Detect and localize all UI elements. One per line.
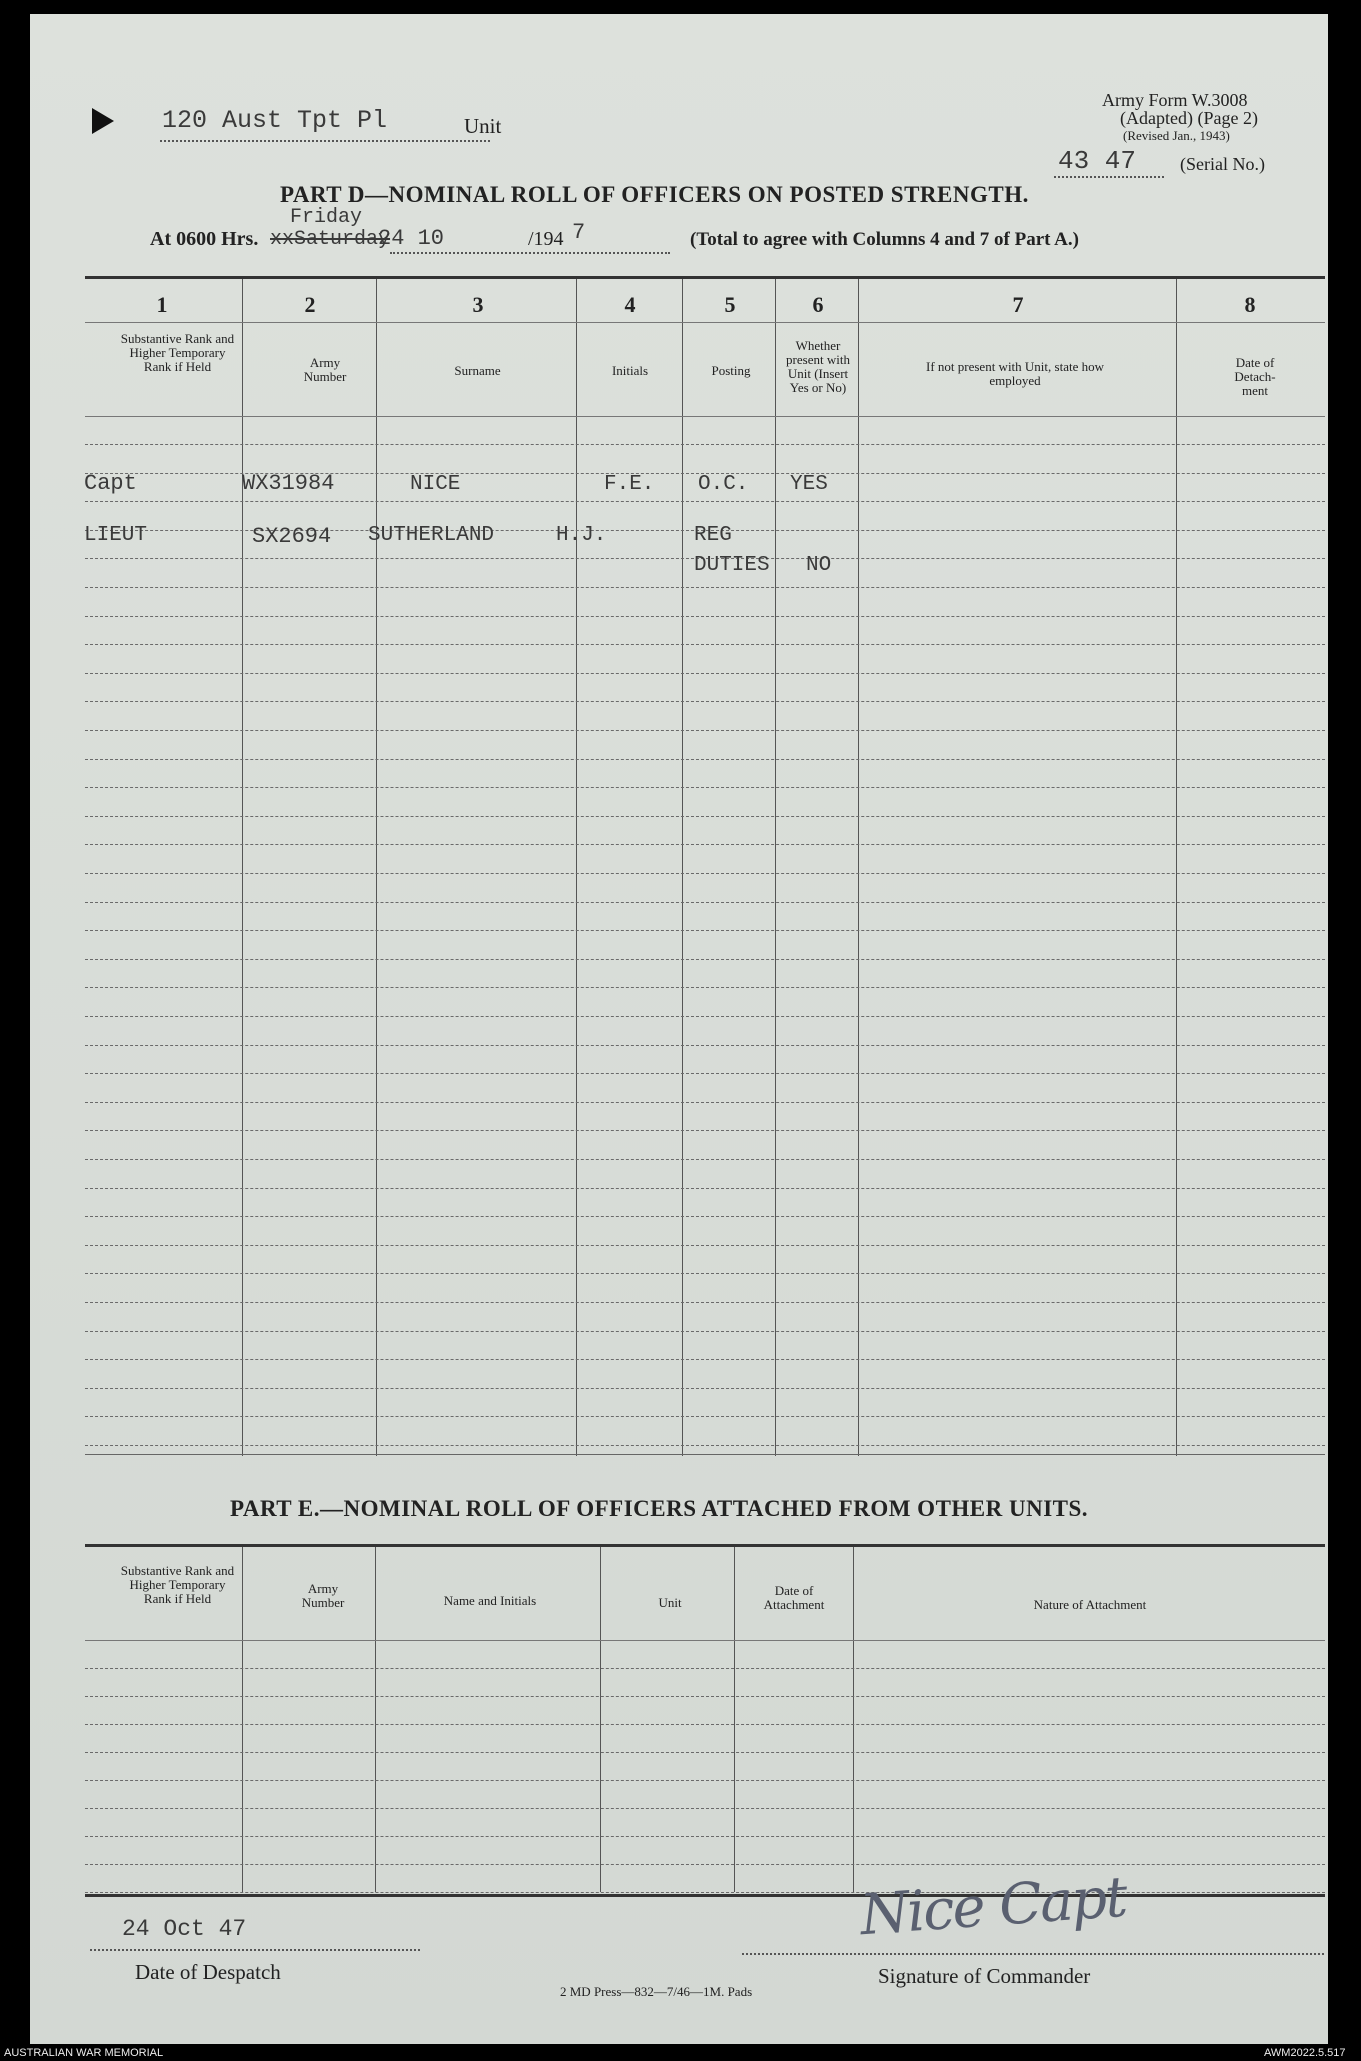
col-header-army-number: Army Number [303,355,347,384]
part-d-header-rule [85,416,1325,417]
ruled-line [85,1724,1325,1725]
form-number: Army Form W.3008 [1102,90,1248,110]
unit-label: Unit [464,114,502,138]
ruled-line [85,587,1325,588]
ruled-line [85,1045,1325,1046]
col-header-detachment: Date of Detach- ment [1234,355,1276,398]
part-d-bottom-rule [85,1454,1325,1455]
part-e-header-attachment-date: Date of Attachment [763,1583,825,1612]
ruled-line [85,1808,1325,1809]
ruled-line [85,987,1325,988]
ruled-line [85,873,1325,874]
ruled-line [85,1864,1325,1865]
ruled-line [85,902,1325,903]
col-header-present: Whether present with Unit (Insert Yes or No) [786,338,850,395]
part-e-col-divider [734,1547,735,1892]
col-header-rank: Substantive Rank and Higher Temporary Rank if Held [120,331,235,374]
press-line: 2 MD Press—832—7/46—1M. Pads [560,1984,753,1999]
col-number: 3 [472,292,484,317]
ruled-line [85,1752,1325,1753]
part-e-header-rule [85,1640,1325,1641]
ruled-line [85,1245,1325,1246]
ruled-line [85,1273,1325,1274]
date-typed: 24 10 [378,226,445,251]
part-e-col-divider [375,1547,376,1892]
commander-signature: Nice Capt [858,1864,1128,1949]
year-prefix: /194 [528,228,564,250]
col-number: 6 [812,292,824,317]
form-adapted: (Adapted) (Page 2) [1120,108,1258,128]
ruled-line [85,1188,1325,1189]
part-d-col-divider [858,279,859,1456]
ruled-line [85,1780,1325,1781]
ruled-line [85,1359,1325,1360]
ruled-line [85,701,1325,702]
row-posting: O.C. [698,473,749,496]
part-e-bottom-rule [85,1894,1325,1897]
serial-dotted-line [1054,176,1164,178]
signature-label: Signature of Commander [878,1964,1091,1988]
form-revised: (Revised Jan., 1943) [1123,128,1230,143]
ruled-line [85,1668,1325,1669]
serial-value: 43 47 [1058,146,1137,176]
ruled-line [85,930,1325,931]
ruled-line [85,816,1325,817]
total-note: (Total to agree with Columns 4 and 7 of Part A.) [690,229,1079,250]
ruled-line [85,444,1325,445]
part-e-top-rule [85,1544,1325,1547]
part-d-top-rule [85,276,1325,279]
ruled-line [85,1102,1325,1103]
part-d-col-divider [576,279,577,1456]
signature-dotted-line [742,1953,1324,1955]
part-e-col-divider [853,1547,854,1892]
unit-dotted-line [160,140,490,142]
ruled-line [85,1302,1325,1303]
day-typed-over: Friday [290,206,363,229]
ruled-line [85,644,1325,645]
ruled-line [85,1073,1325,1074]
part-d-col-divider [682,279,683,1456]
row-initials: H.J. [556,524,607,547]
part-d-col-divider [775,279,776,1456]
date-dotted-line [390,252,670,254]
col-number: 5 [724,292,736,317]
day-struck: xxSaturday [270,228,391,251]
ruled-line [85,1130,1325,1131]
unit-value: 120 Aust Tpt Pl [162,106,388,135]
part-e-header-rank: Substantive Rank and Higher Temporary Rank if Held [120,1563,235,1606]
part-d-title: PART D—NOMINAL ROLL OF OFFICERS ON POSTED STRENGTH. [280,182,1029,207]
ruled-line [85,759,1325,760]
ruled-line [85,730,1325,731]
part-e-header-nature: Nature of Attachment [1033,1597,1147,1612]
ruled-line [85,673,1325,674]
ruled-line [85,501,1325,502]
row-present: NO [806,554,832,577]
ruled-line [85,1331,1325,1332]
ruled-line [85,1836,1325,1837]
ruled-line [85,1696,1325,1697]
ruled-line [85,787,1325,788]
form-page [30,14,1328,2044]
part-e-header-unit: Unit [658,1595,682,1610]
archive-credit: AUSTRALIAN WAR MEMORIAL [4,2047,164,2059]
ruled-line [85,1016,1325,1017]
year-suffix: 7 [572,220,586,245]
ruled-line [85,1159,1325,1160]
col-number: 8 [1244,292,1256,317]
despatch-label: Date of Despatch [135,1960,281,1984]
arrow-mark-icon [92,108,114,134]
col-header-not-present: If not present with Unit, state how employed [926,359,1104,388]
archive-id: AWM2022.5.517 [1264,2047,1346,2059]
part-e-header-name: Name and Initials [443,1593,537,1608]
row-rank: LIEUT [84,524,148,547]
col-number: 1 [156,292,168,317]
row-rank: Capt [84,471,137,496]
col-number: 2 [304,292,316,317]
part-d-number-rule [85,322,1325,323]
part-e-col-divider [600,1547,601,1892]
row-initials: F.E. [604,473,655,496]
ruled-line [85,1216,1325,1217]
row-surname: NICE [410,473,461,496]
part-e-col-divider [242,1547,243,1892]
ruled-line [85,1892,1325,1893]
ruled-line [85,1445,1325,1446]
part-d-col-divider [242,279,243,1456]
row-surname: SUTHERLAND [368,524,495,547]
col-header-initials: Initials [611,363,649,378]
part-e-header-army-number: Army Number [301,1581,345,1610]
serial-label: (Serial No.) [1180,154,1265,174]
despatch-date-value: 24 Oct 47 [122,1916,247,1942]
row-posting: REG [694,524,732,547]
ruled-line [85,844,1325,845]
row-posting-line2: DUTIES [694,554,770,577]
col-header-surname: Surname [454,363,501,378]
part-d-col-divider [1176,279,1177,1456]
row-army-number: SX2694 [252,524,332,549]
col-number: 7 [1012,292,1024,317]
ruled-line [85,959,1325,960]
part-e-title: PART E.—NOMINAL ROLL OF OFFICERS ATTACHED FROM OTHER UNITS. [230,1496,1089,1521]
ruled-line [85,1388,1325,1389]
despatch-dotted-line [90,1949,420,1951]
at-hours-label: At 0600 Hrs. [150,228,259,250]
row-present: YES [790,473,828,496]
col-number: 4 [624,292,636,317]
ruled-line [85,1416,1325,1417]
ruled-line [85,616,1325,617]
row-army-number: WX31984 [242,471,335,496]
part-d-col-divider [376,279,377,1456]
col-header-posting: Posting [711,363,751,378]
